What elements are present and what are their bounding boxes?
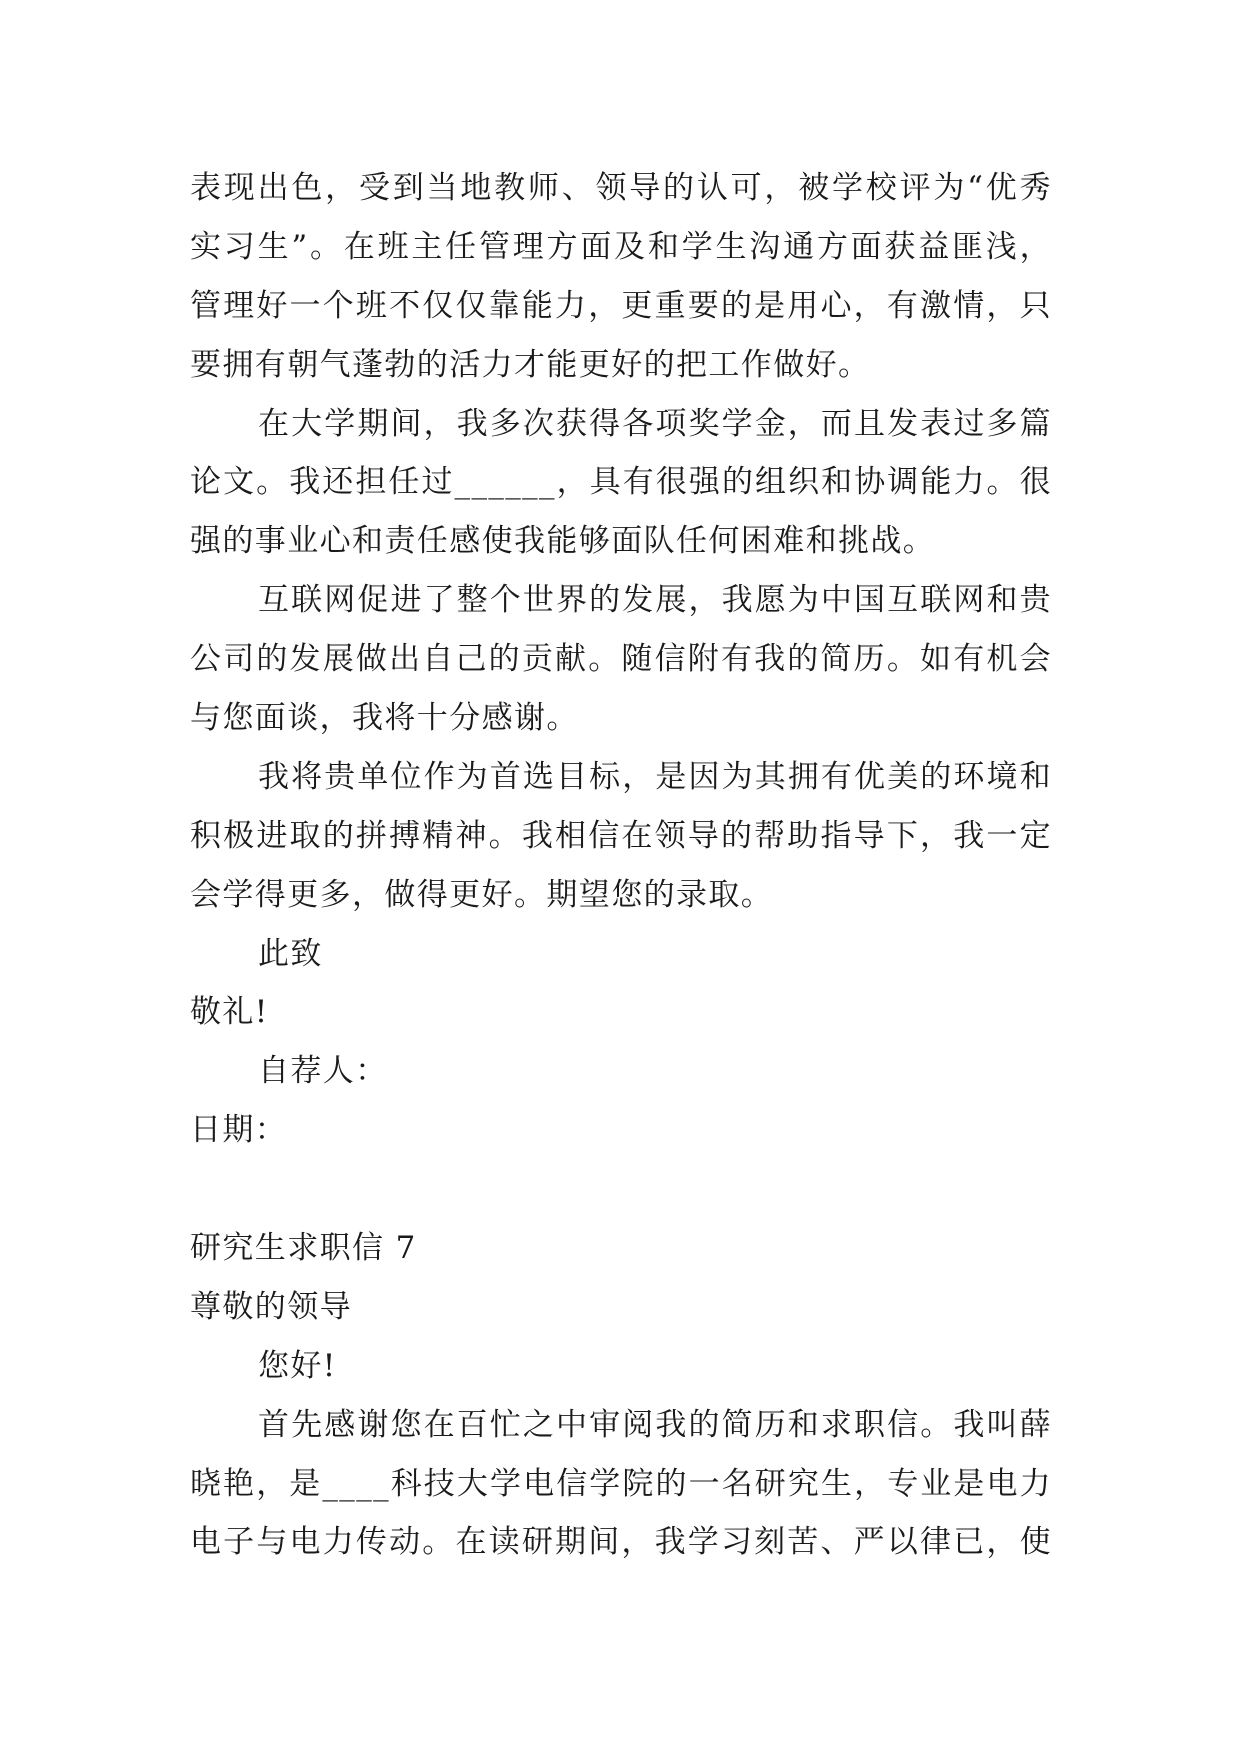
greeting-line: 您好! (258, 1347, 337, 1384)
body-line: 强的事业心和责任感使我能够面队任何困难和挑战。 (190, 523, 936, 560)
body-line: 电子与电力传动。在读研期间，我学习刻苦、严以律已，使 (190, 1524, 1052, 1561)
letter-title: 研究生求职信 7 (190, 1230, 417, 1267)
blank-line (190, 1160, 1052, 1219)
closing-line: 此致 (258, 935, 323, 972)
body-line: 论文。我还担任过______，具有很强的组织和协调能力。很 (190, 464, 1052, 501)
body-line: 在大学期间，我多次获得各项奖学金，而且发表过多篇 (258, 405, 1052, 442)
regards-line: 敬礼! (190, 994, 269, 1031)
body-line: 我将贵单位作为首选目标，是因为其拥有优美的环境和 (258, 758, 1052, 795)
body-line: 公司的发展做出自己的贡献。随信附有我的简历。如有机会 (190, 641, 1052, 678)
document-text (190, 159, 1052, 1572)
body-line: 首先感谢您在百忙之中审阅我的简历和求职信。我叫薛 (258, 1406, 1052, 1443)
body-line: 与您面谈，我将十分感谢。 (190, 700, 579, 737)
body-line: 实习生”。在班主任管理方面及和学生沟通方面获益匪浅， (190, 228, 1052, 265)
body-line: 互联网促进了整个世界的发展，我愿为中国互联网和贵 (258, 582, 1052, 619)
body-line: 要拥有朝气蓬勃的活力才能更好的把工作做好。 (190, 346, 871, 383)
body-line: 积极进取的拼搏精神。我相信在领导的帮助指导下，我一定 (190, 817, 1052, 854)
date-label: 日期： (190, 1112, 288, 1149)
body-line: 管理好一个班不仅仅靠能力，更重要的是用心，有激情，只 (190, 287, 1052, 324)
body-line: 会学得更多，做得更好。期望您的录取。 (190, 876, 774, 913)
body-line: 表现出色，受到当地教师、领导的认可，被学校评为“优秀 (190, 170, 1052, 206)
addressee-line: 尊敬的领导 (190, 1288, 352, 1325)
body-line: 晓艳，是____科技大学电信学院的一名研究生，专业是电力 (190, 1465, 1052, 1502)
signature-label: 自荐人： (258, 1053, 388, 1090)
